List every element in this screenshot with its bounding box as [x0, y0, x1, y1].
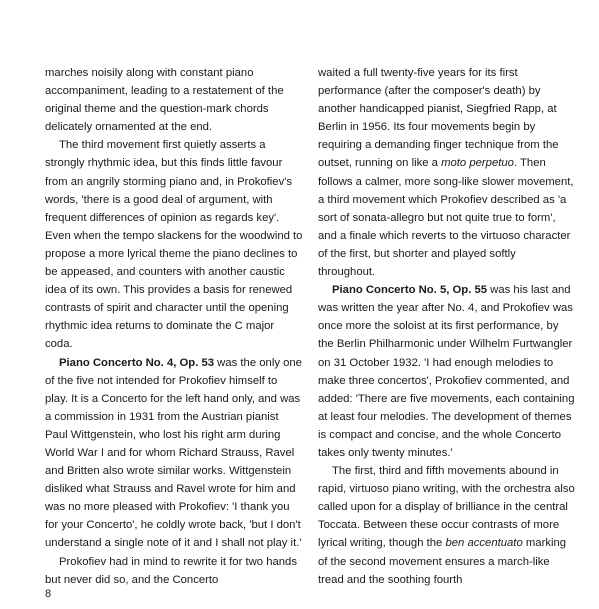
paragraph [45, 64, 303, 136]
text-run: was his last and was written the year after No. 4, and Prokofiev was once more the soloist at its first performance, by the Berlin Philharmonic under Wilhelm Furtwangler on 31 October 1932. 'I had enough melodies to make three concertos', Prokofiev commented, and added: 'There are five movements, each containing at least four melodies. The development of themes is compact and concise, and the whole Concerto takes only twenty minutes.' [318, 284, 575, 459]
bold-heading-run: Piano Concerto No. 4, Op. 53 [59, 356, 215, 369]
text-run: The third movement first quietly asserts a strongly rhythmic idea, but this finds little favour from an angrily storming piano and, in Prokofiev's words, 'there is a good deal of argument, with frequent differences of opinion as regards key'. Even when the tempo slackens for the woodwind to propose a more lyrical theme the piano declines to be appeased, and counters with another caustic idea of its own. This provides a basis for renewed contrasts of spirit and character until the opening rhythmic idea returns to dominate the C major coda. [45, 139, 303, 351]
paragraph [45, 136, 303, 353]
text-run: Prokofiev had in mind to rewrite it for two hands but never did so, and the Concerto [45, 555, 297, 586]
bold-heading-run: Piano Concerto No. 5, Op. 55 [332, 284, 488, 297]
paragraph [45, 553, 303, 589]
italic-term-run: moto perpetuo [441, 157, 514, 170]
paragraph [318, 462, 576, 589]
paragraph [45, 354, 303, 553]
text-run: The first, third and fifth movements abound in rapid, virtuoso piano writing, with the orchestra also called upon for a display of brilliance in the central Toccata. Between these occur contrasts of more lyrical writing, though the [318, 465, 575, 550]
text-run: marking of the second movement ensures a march-like tread and the soothing fourth [318, 537, 567, 586]
paragraph [318, 64, 576, 281]
text-run: waited a full twenty-five years for its first performance (after the composer's death) by another handicapped pianist, Siegfried Rapp, at Berlin in 1956. Its four movements begin by requiring a demanding finger technique from the outset, running on like a [318, 67, 559, 170]
text-run: marches noisily along with constant piano accompaniment, leading to a restatement of the original theme and the question-mark chords delicately ornamented at the end. [45, 67, 284, 134]
left-text-column [45, 64, 303, 589]
text-run: . Then follows a calmer, more song-like slower movement, a third movement which Prokofiev described as 'a sort of sonata-allegro but not quite true to form', and a finale which reverts to the virtuoso character of the first, but shorter and played softly throughout. [318, 157, 574, 279]
text-run: was the only one of the five not intended for Prokofiev himself to play. It is a Concerto for the left hand only, and was a commission in 1931 from the Austrian pianist Paul Wittgenstein, who lost his right arm during World War I and for whom Richard Strauss, Ravel and Britten also wrote similar works. Wittgenstein disliked what Strauss and Ravel wrote for him and was no more pleased with Prokofiev: 'I thank you for your Concerto', he coldly wrote back, 'but I don't understand a single note of it and I shall not play it.' [45, 356, 302, 550]
italic-term-run: ben accentuato [445, 537, 523, 550]
right-text-column [318, 64, 576, 589]
paragraph [318, 281, 576, 462]
page-number: 8 [45, 588, 52, 600]
